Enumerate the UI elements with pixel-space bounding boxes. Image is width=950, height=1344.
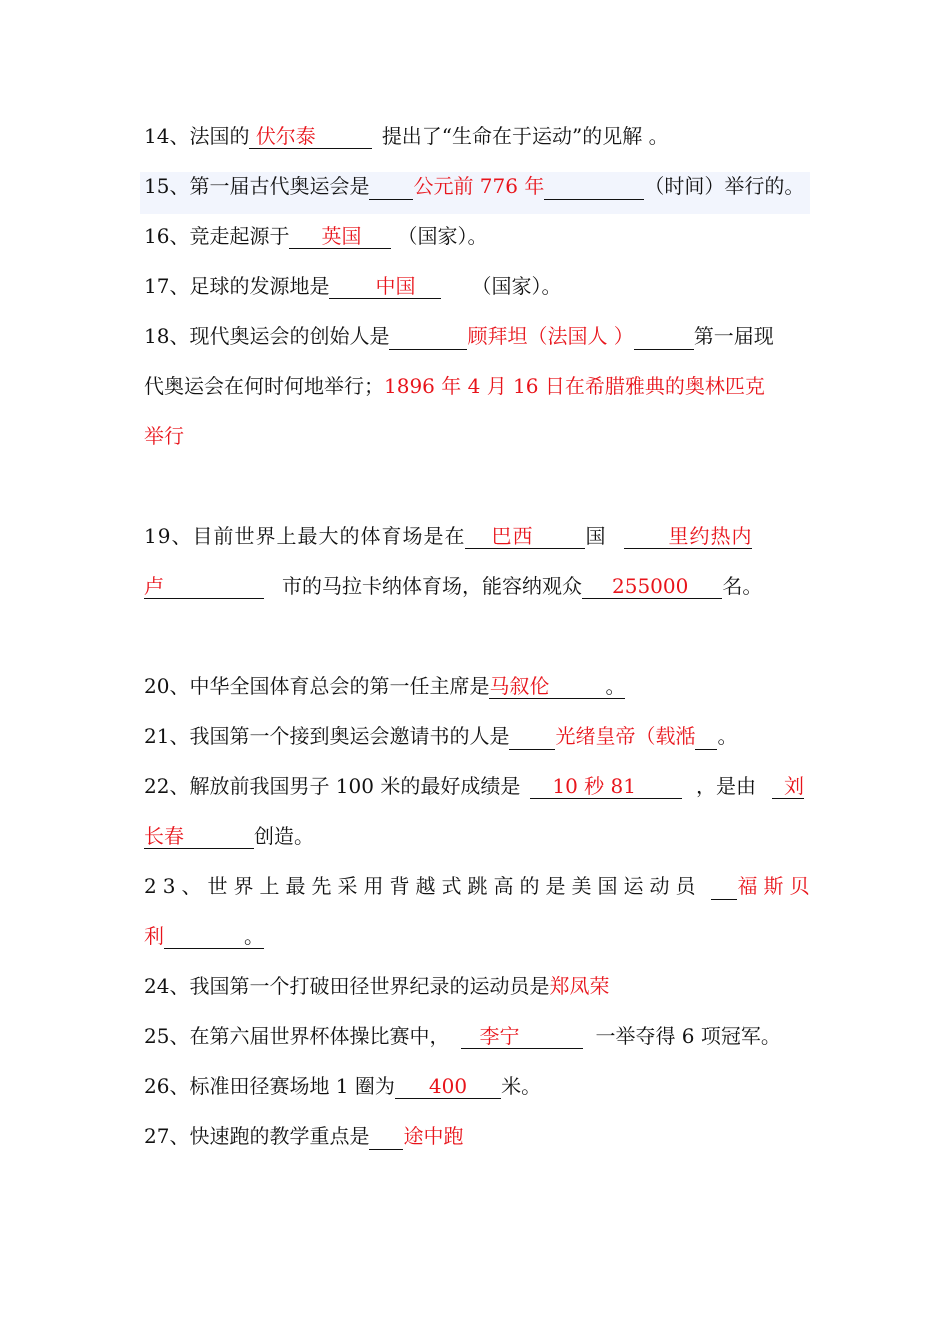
question-text: 。 [605,674,626,698]
answer: 光绪皇帝（载湉 [555,724,696,748]
question-18-line-2 [144,372,765,400]
question-text: 17、足球的发源地是 [144,274,330,298]
answer: 400 [428,1074,468,1098]
question-text: （时间）举行的。 [644,174,805,198]
answer: 卢 [144,574,164,598]
question-27 [144,1122,463,1150]
question-text: 16、竞走起源于 [144,224,290,248]
answer: 李宁 [479,1024,520,1048]
question-text: 创造。 [254,824,314,848]
question-23-line-2 [144,922,264,950]
question-text: 。 [244,924,264,948]
question-22 [144,772,804,800]
question-text: 18、现代奥运会的创始人是 [144,324,390,348]
question-20 [144,672,625,700]
answer: 途中跑 [403,1124,464,1148]
question-text: 市的马拉卡纳体育场，能容纳观众 [282,574,582,598]
question-text: 25、在第六届世界杯体操比赛中， [144,1024,450,1048]
answer: 公元前 776 年 [413,174,545,198]
question-17 [144,272,561,300]
question-text: ，是由 [695,774,756,798]
question-text: 27、快速跑的教学重点是 [144,1124,370,1148]
question-19-line-2 [144,572,762,600]
question-text: 名。 [722,574,763,598]
answer: 马叙伦 [489,674,550,698]
answer: 郑凤荣 [549,974,610,998]
question-text: 提出了“生命在于运动”的见解 。 [381,124,669,148]
answer: 中国 [375,274,416,298]
answer: 举行 [144,424,184,448]
answer: 长春 [144,824,184,848]
question-text: 26、标准田径赛场地 1 圈为 [144,1074,395,1098]
question-19 [144,522,752,550]
question-22-line-2 [144,822,314,850]
question-25 [144,1022,781,1050]
question-text: 22、解放前我国男子 100 米的最好成绩是 [144,774,521,798]
question-26 [144,1072,541,1100]
question-16 [144,222,487,250]
question-text: 代奥运会在何时何地举行； [144,374,384,398]
question-24 [144,972,609,1000]
question-text: （国家）。 [471,274,562,298]
question-text: 23、世界上最先采用背越式跳高的是美国运动员 [144,874,702,898]
question-text: 。 [717,724,738,748]
question-14 [144,122,669,150]
answer: 福斯贝 [737,874,816,898]
question-23 [144,872,815,900]
question-text: 14、法国的 [144,124,250,148]
question-15 [144,172,804,200]
question-21 [144,722,737,750]
question-text: 15、第一届古代奥运会是 [144,174,370,198]
answer: 10 秒 81 [552,774,636,798]
question-text: 21、我国第一个接到奥运会邀请书的人是 [144,724,510,748]
question-text: 一举夺得 6 项冠军。 [595,1024,781,1048]
question-text: 米。 [501,1074,542,1098]
answer: 255000 [612,574,689,598]
answer: 1896 年 4 月 16 日在希腊雅典的奥林匹克 [384,374,765,398]
answer: 顾拜坦（法国人 ） [467,324,634,348]
answer: 刘 [783,774,804,798]
answer: 英国 [321,224,362,248]
question-text: 国 [585,524,607,548]
question-18-line-3 [144,422,184,450]
answer: 利 [144,924,164,948]
question-text: 20、中华全国体育总会的第一任主席是 [144,674,490,698]
question-text: （国家）。 [397,224,488,248]
answer: 伏尔泰 [255,124,316,148]
question-text: 第一届现 [693,324,774,348]
answer: 里约热内 [668,524,753,548]
answer: 巴西 [491,524,534,548]
question-18 [144,322,774,350]
question-text: 19、目前世界上最大的体育场是在 [144,524,466,548]
question-text: 24、我国第一个打破田径世界纪录的运动员是 [144,974,550,998]
